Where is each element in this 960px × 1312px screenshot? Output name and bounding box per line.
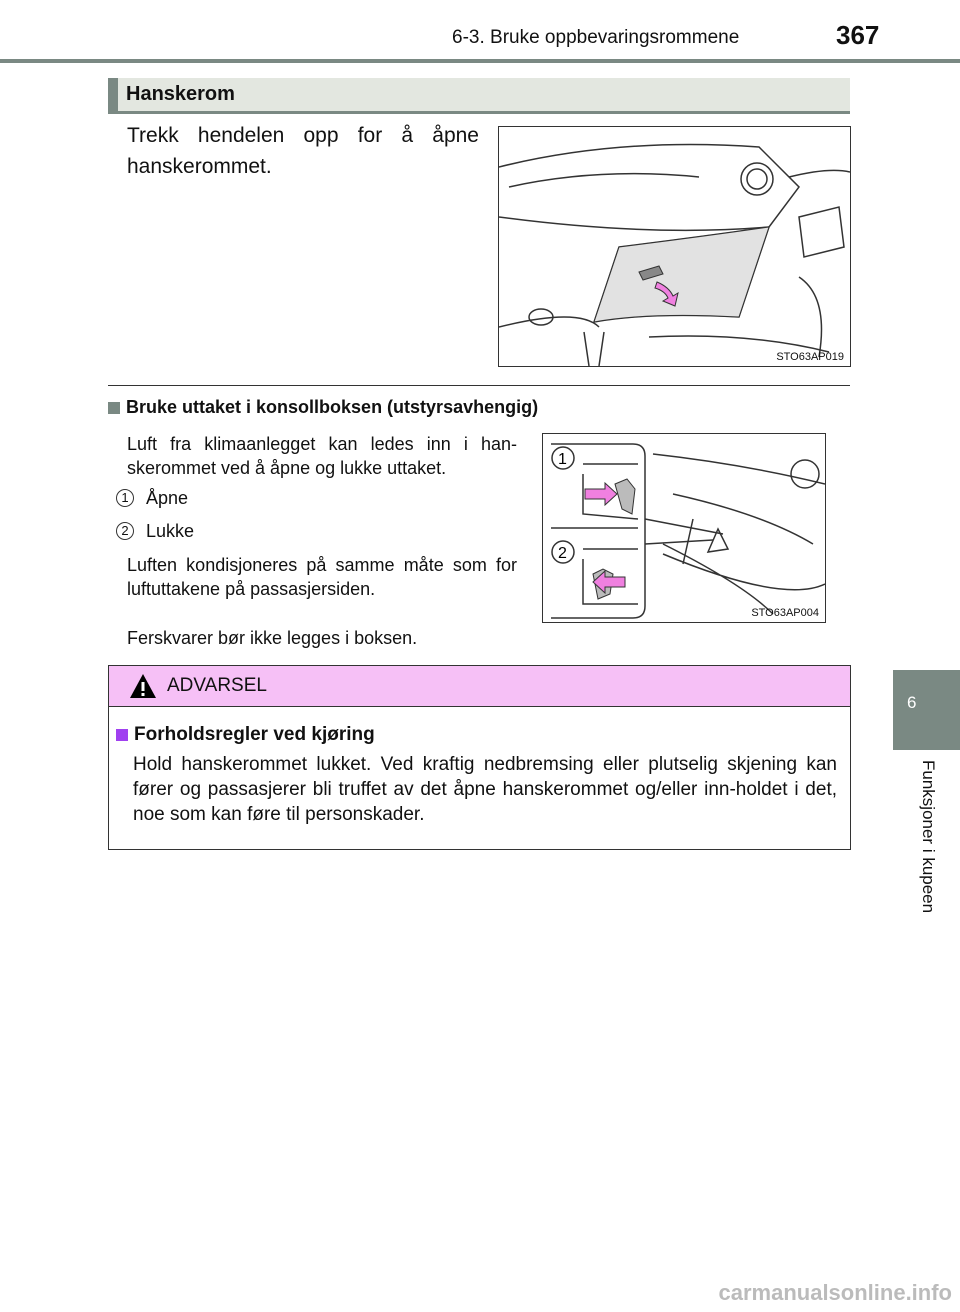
watermark: carmanualsonline.info [718, 1280, 952, 1305]
vent-drawing [543, 434, 825, 622]
item-number: 2 [116, 522, 134, 540]
subsection-text-1: Luft fra klimaanlegget kan ledes inn i han-skerommet ved å åpne og lukke uttaket. [127, 434, 517, 478]
warning-label: ADVARSEL [167, 675, 267, 696]
heading-bar [108, 78, 118, 114]
section-divider [108, 385, 850, 386]
warning-subtitle [116, 724, 375, 746]
subsection-text-2: Luften kondisjoneres på samme måte som for luftuttakene på passasjersiden. [127, 555, 517, 599]
warning-triangle-icon [129, 673, 157, 699]
figure-caption: STO63AP004 [751, 607, 819, 619]
page-number: 367 [836, 20, 880, 50]
header-section: 6-3. Bruke oppbevaringsrommene [452, 27, 740, 48]
item-number: 1 [116, 489, 134, 507]
section-heading [108, 78, 850, 114]
warning-box [108, 665, 851, 850]
section-title: Hanskerom [126, 83, 235, 105]
subsection-text-3: Ferskvarer bør ikke legges i boksen. [127, 628, 418, 648]
chapter-tab [893, 670, 960, 750]
warning-subtitle-text: Forholdsregler ved kjøring [134, 724, 375, 745]
glovebox-drawing [499, 127, 850, 366]
vent-illustration [542, 433, 826, 623]
chapter-label: Funksjoner i kupeen [919, 760, 938, 914]
square-bullet-icon [116, 729, 128, 741]
chapter-number: 6 [907, 693, 917, 712]
warning-body: Hold hanskerommet lukket. Ved kraftig nedbremsing eller plutselig skjening kan fører og passasjerer bli truffet av det åpne hanskerommet og/eller inn-holdet i det, noe som kan føre til personskader. [133, 754, 837, 825]
header-divider [0, 59, 960, 63]
subsection-title-text: Bruke uttaket i konsollboksen (utstyrsavhengig) [126, 397, 539, 417]
callout-number: 1 [558, 451, 567, 468]
figure-caption: STO63AP019 [776, 351, 844, 363]
item-label: Åpne [146, 488, 189, 508]
square-bullet-icon [108, 402, 120, 414]
subsection-title [108, 397, 538, 418]
glovebox-illustration [498, 126, 851, 367]
item-label: Lukke [146, 521, 195, 541]
warning-header [109, 666, 850, 707]
callout-number: 2 [558, 545, 567, 562]
intro-text: Trekk hendelen opp for å åpne hanskerommet. [127, 124, 479, 178]
